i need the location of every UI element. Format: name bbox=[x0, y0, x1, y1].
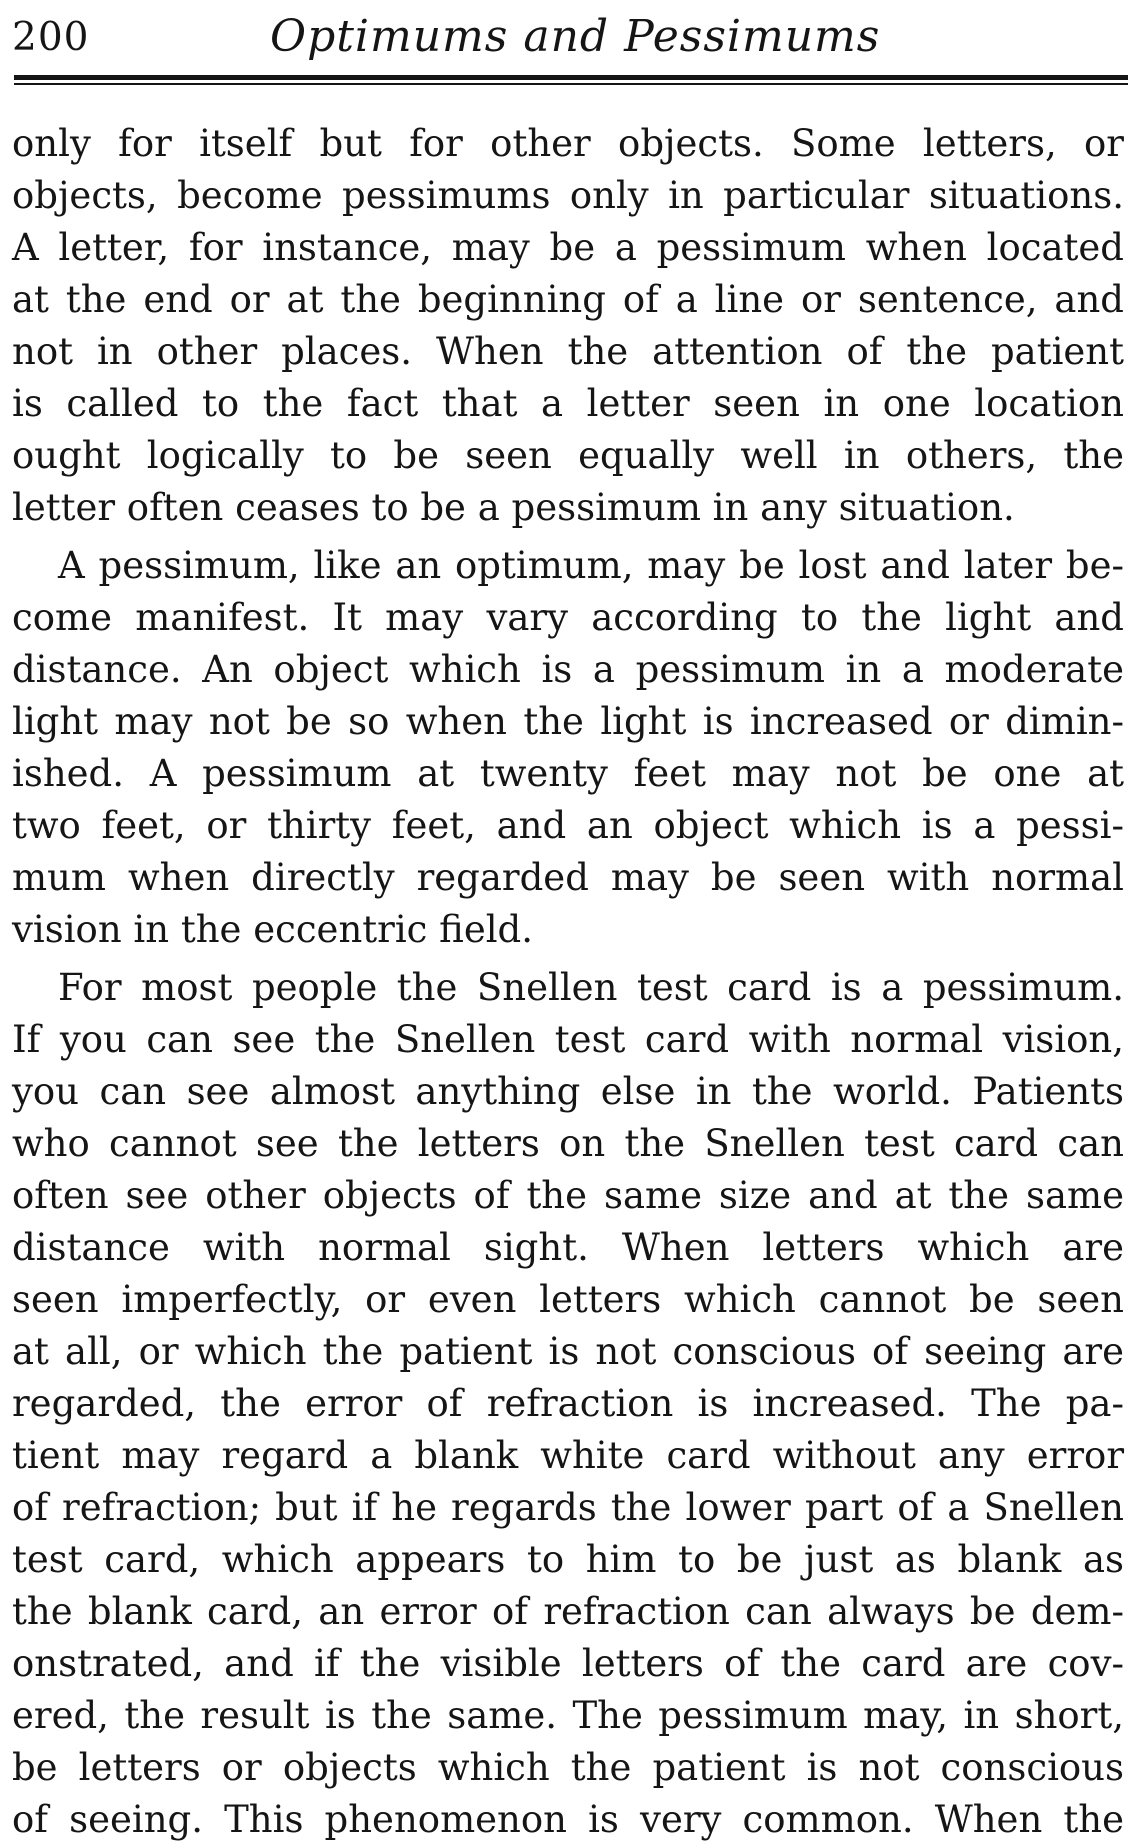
running-title: Optimums and Pessimums bbox=[270, 11, 881, 62]
text-line: who cannot see the letters on the Snellen test card can bbox=[12, 1122, 1124, 1165]
paragraph-2 bbox=[12, 540, 1124, 956]
text-line: distance. An object which is a pessimum in a moderate bbox=[12, 648, 1124, 691]
text-line: tient may regard a blank white card without any error bbox=[12, 1434, 1124, 1477]
text-line: objects, become pessimums only in particular situations. bbox=[12, 174, 1124, 217]
text-line: ought logically to be seen equally well in others, the bbox=[12, 434, 1124, 477]
text-line: For most people the Snellen test card is a pessimum. bbox=[58, 966, 1124, 1009]
text-line: often see other objects of the same size and at the same bbox=[12, 1174, 1124, 1217]
text-line: of refraction; but if he regards the lower part of a Snellen bbox=[12, 1486, 1124, 1529]
text-line: is called to the fact that a letter seen in one location bbox=[12, 382, 1124, 425]
text-line: distance with normal sight. When letters which are bbox=[12, 1226, 1124, 1269]
text-line: vision in the eccentric field. bbox=[12, 908, 533, 951]
text-line: come manifest. It may vary according to the light and bbox=[12, 596, 1124, 639]
page-number: 200 bbox=[12, 15, 90, 60]
text-line: only for itself but for other objects. Some letters, or bbox=[12, 122, 1124, 165]
text-line: two feet, or thirty feet, and an object which is a pessi- bbox=[12, 804, 1124, 847]
text-line: regarded, the error of refraction is increased. The pa- bbox=[12, 1382, 1124, 1425]
text-line: not in other places. When the attention of the patient bbox=[12, 330, 1124, 373]
text-line: of seeing. This phenomenon is very common. When the bbox=[12, 1798, 1124, 1841]
header-double-rule bbox=[14, 75, 1128, 85]
text-line: seen imperfectly, or even letters which cannot be seen bbox=[12, 1278, 1124, 1321]
text-line: letter often ceases to be a pessimum in any situation. bbox=[12, 486, 1015, 529]
text-line: be letters or objects which the patient is not conscious bbox=[12, 1746, 1124, 1789]
text-line: ished. A pessimum at twenty feet may not be one at bbox=[12, 752, 1124, 795]
body-text bbox=[12, 118, 1124, 1846]
text-line: at all, or which the patient is not conscious of seeing are bbox=[12, 1330, 1124, 1373]
text-line: at the end or at the beginning of a line or sentence, and bbox=[12, 278, 1124, 321]
running-head bbox=[12, 8, 1132, 70]
text-line: ered, the result is the same. The pessimum may, in short, bbox=[12, 1694, 1124, 1737]
text-line: A pessimum, like an optimum, may be lost and later be- bbox=[58, 544, 1124, 587]
text-line: you can see almost anything else in the world. Patients bbox=[12, 1070, 1124, 1113]
text-line: If you can see the Snellen test card with normal vision, bbox=[12, 1018, 1124, 1061]
paragraph-1 bbox=[12, 118, 1124, 534]
paragraph-3 bbox=[12, 962, 1124, 1846]
text-line: A letter, for instance, may be a pessimum when located bbox=[12, 226, 1124, 269]
text-line: onstrated, and if the visible letters of the card are cov- bbox=[12, 1642, 1124, 1685]
text-line: light may not be so when the light is increased or dimin- bbox=[12, 700, 1124, 743]
text-line: mum when directly regarded may be seen with normal bbox=[12, 856, 1124, 899]
text-line: test card, which appears to him to be just as blank as bbox=[12, 1538, 1124, 1581]
text-line: the blank card, an error of refraction can always be dem- bbox=[12, 1590, 1124, 1633]
